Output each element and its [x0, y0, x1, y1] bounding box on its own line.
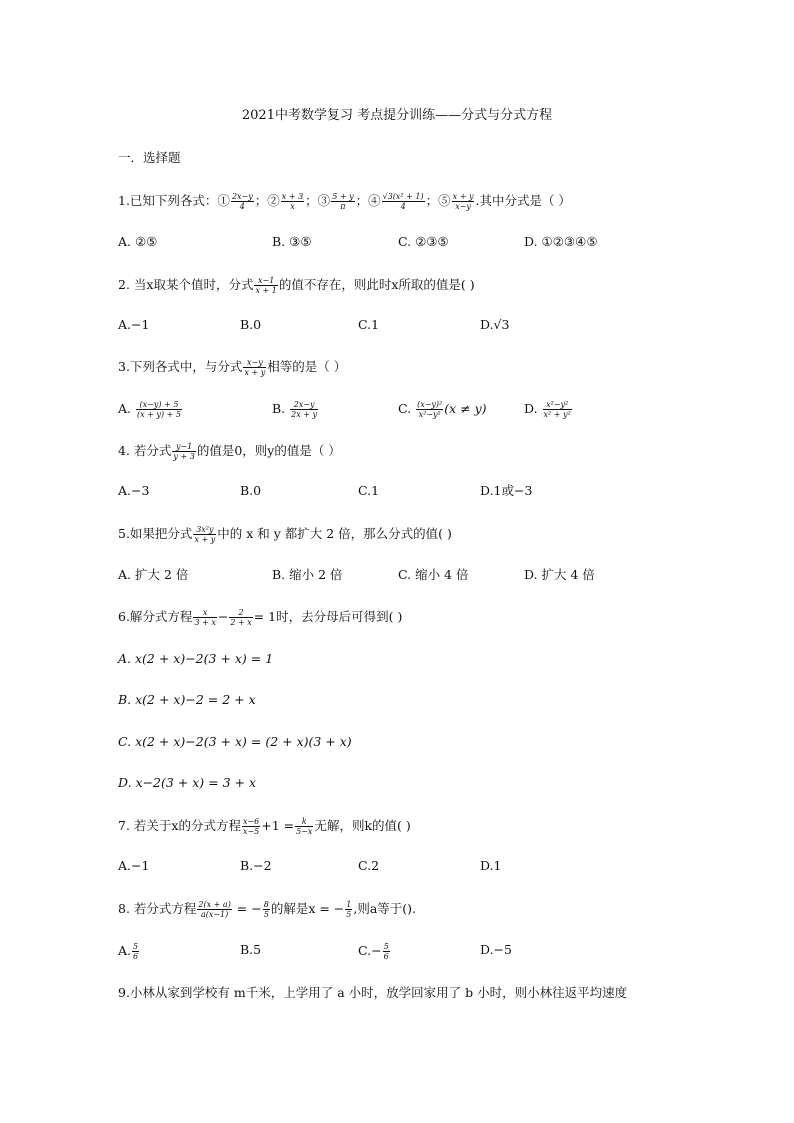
q5-option-a: A. 扩大 2 倍	[118, 567, 189, 582]
q5-option-d: D. 扩大 4 倍	[524, 567, 595, 582]
q1-option-a: A. ②⑤	[118, 234, 158, 249]
q4-option-a: A.−3	[118, 483, 150, 498]
q1-option-d: D. ①②③④⑤	[524, 234, 598, 249]
q8-option-a: A. $\frac{5}{6}$	[118, 942, 139, 961]
q8-option-d: D.−5	[480, 942, 512, 957]
q3-option-d: D. $\frac{\text{x²−y²}}{\text{x² + y²}}$	[524, 400, 571, 419]
question-6: 6.解分式方程 $\frac{x}{3 + x}$ − $\frac{2}{2 + x}$ = 1时，去分母后可得到( )	[118, 608, 403, 627]
question-4: 4. 若分式 $\frac{y-1}{y + 3}$ 的值是0，则y的值是（ ）	[118, 442, 341, 461]
q5-option-b: B. 缩小 2 倍	[272, 567, 343, 582]
q8-option-c: C.− $\frac{5}{6}$	[358, 942, 389, 961]
q6-option-b: B. x(2 + x)−2 = 2 + x	[118, 692, 256, 707]
section-heading: 一．选择题	[118, 150, 181, 165]
q7-option-a: A.−1	[118, 858, 150, 873]
q2-option-c: C.1	[358, 317, 380, 332]
q8-option-b: B.5	[240, 942, 262, 957]
q3-option-b: B. $\frac{2x-y}{2x + y}$	[272, 400, 318, 419]
q3-option-c: C. $\frac{\text{(x−y)²}}{\text{x²−y²}}$ (x ≠ y)	[398, 400, 487, 419]
q6-option-a: A. x(2 + x)−2(3 + x) = 1	[118, 651, 274, 666]
q7-option-b: B.−2	[240, 858, 272, 873]
question-3: 3.下列各式中，与分式 $\frac{x-y}{x + y}$ 相等的是（ ）	[118, 358, 347, 377]
q4-option-d: D.1或−3	[480, 483, 533, 498]
question-2: 2. 当x取某个值时，分式 $\frac{x-1}{x + 1}$ 的值不存在，则此时x所取的值是( )	[118, 276, 475, 295]
q1-option-b: B. ③⑤	[272, 234, 312, 249]
q2-option-a: A.−1	[118, 317, 150, 332]
q5-option-c: C. 缩小 4 倍	[398, 567, 469, 582]
q4-option-c: C.1	[358, 483, 380, 498]
q1-option-c: C. ②③⑤	[398, 234, 449, 249]
q3-option-a: A. $\frac{(x-y) + 5}{(x + y) + 5}$	[118, 400, 181, 419]
q7-option-c: C.2	[358, 858, 380, 873]
question-1: 1.已知下列各式：① $\frac{2x-y}{4}$ ；② $\frac{x + 3}{x}$ ；③ $\frac{5 + y}{\pi}$ ；④ $\frac{\text{√3(x² + 1)}}{4}$ ；⑤ $\frac{x + y}{x-y}$ .其中分式是（ ）	[118, 192, 571, 211]
q2-option-b: B.0	[240, 317, 262, 332]
q4-option-b: B.0	[240, 483, 262, 498]
q7-option-d: D.1	[480, 858, 502, 873]
q2-option-d: D.√3	[480, 317, 510, 332]
question-7: 7. 若关于x的分式方程 $\frac{x-6}{x-5}$ +1 = $\frac{k}{5-x}$ 无解，则k的值( )	[118, 817, 411, 836]
question-8: 8. 若分式方程 $\frac{2(x + a)}{a(x-1)}$ = − $\frac{8}{5}$ 的解是x = − $\frac{1}{5}$ ,则a等于().	[118, 900, 417, 919]
page-title: 2021中考数学复习 考点提分训练——分式与分式方程	[241, 108, 553, 123]
question-5: 5.如果把分式 $\frac{\text{3x²y}}{x + y}$ 中的 x 和 y 都扩大 2 倍，那么分式的值( )	[118, 525, 452, 544]
q6-option-d: D. x−2(3 + x) = 3 + x	[118, 775, 257, 790]
q6-option-c: C. x(2 + x)−2(3 + x) = (2 + x)(3 + x)	[118, 734, 352, 749]
question-9: 9.小林从家到学校有 m千米，上学用了 a 小时，放学回家用了 b 小时，则小林往返平均速度	[118, 985, 628, 1000]
